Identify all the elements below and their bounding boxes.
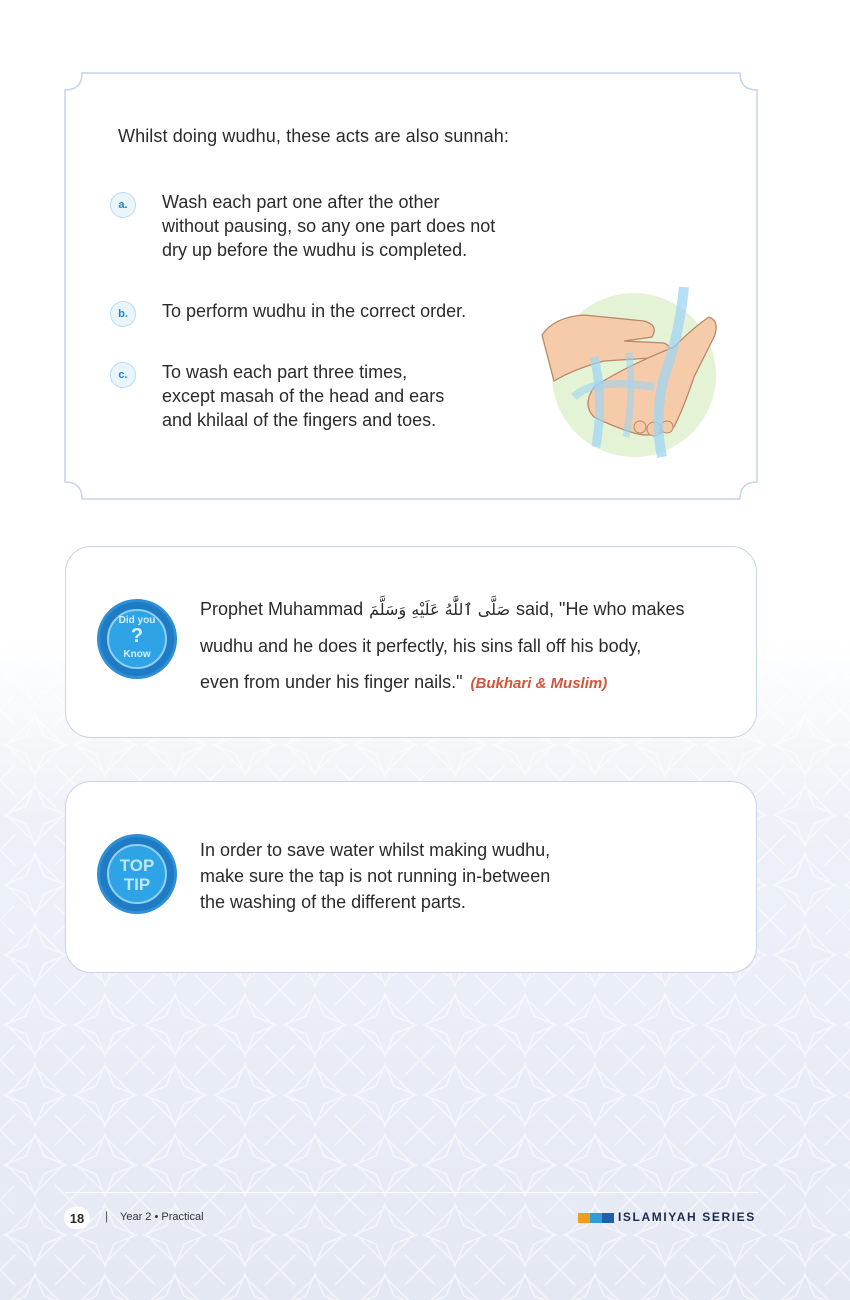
washing-feet-illustration [534,277,734,477]
top-tip-label [109,856,165,894]
text-line: To wash each part three times, [162,362,408,382]
badge-top-text: Did you [118,615,156,626]
footer-divider [65,1192,759,1193]
top-tip-badge [97,834,177,914]
top-tip-card [65,781,757,973]
hadith-text-before: Prophet Muhammad [200,599,364,619]
hadith-line-3-text: even from under his finger nails." [200,672,463,692]
badge-bottom-text: Know [123,649,151,660]
top-tip-text [200,837,720,915]
footer-separator: | [105,1209,109,1223]
series-bar-orange [578,1213,590,1223]
hadith-line-2: wudhu and he does it perfectly, his sins fall off his body, [200,636,642,656]
badge-inner-circle [107,844,167,904]
salutation-arabic: صَلَّى ٱللَّٰهُ عَلَيْهِ وَسَلَّمَ [369,600,511,619]
hadith-line-1 [200,591,740,628]
hadith-text-after: said, "He who makes [516,599,685,619]
bullet-c: c. [110,362,136,388]
text-line: and khilaal of the fingers and toes. [162,410,437,430]
tip-line: make sure the tap is not running in-between [200,866,551,886]
text-line: without pausing, so any one part does not [162,216,496,236]
bullet-a: a. [110,192,136,218]
badge-inner-circle [107,609,167,669]
question-mark-icon: ? [130,625,144,647]
did-you-know-card [65,546,757,738]
text-line: Wash each part one after the other [162,192,440,212]
hadith-citation: (Bukhari & Muslim) [470,675,608,692]
series-bar-blue [602,1213,614,1223]
hadith-line-3 [200,664,740,702]
series-bar-lightblue [590,1213,602,1223]
sunnah-item-text [162,299,542,323]
sunnah-item-text [162,360,542,432]
did-you-know-badge [97,599,177,679]
tip-line: In order to save water whilst making wudhu, [200,840,551,860]
top-tip-word-2: TIP [123,875,151,894]
sunnah-item-text [162,190,542,262]
text-line: dry up before the wudhu is completed. [162,240,468,260]
page-number: 18 [64,1207,90,1229]
tip-line: the washing of the different parts. [200,892,466,912]
series-logo-bars [578,1213,614,1223]
series-name: ISLAMIYAH SERIES [618,1210,756,1224]
top-tip-word-1: TOP [119,856,155,875]
bullet-b: b. [110,301,136,327]
sunnah-intro: Whilst doing wudhu, these acts are also sunnah: [118,126,509,146]
text-line: except masah of the head and ears [162,386,445,406]
hadith-text [200,591,740,702]
footer-course-label: Year 2 • Practical [120,1211,204,1223]
text-line: To perform wudhu in the correct order. [162,301,467,321]
sunnah-acts-card [64,72,758,500]
